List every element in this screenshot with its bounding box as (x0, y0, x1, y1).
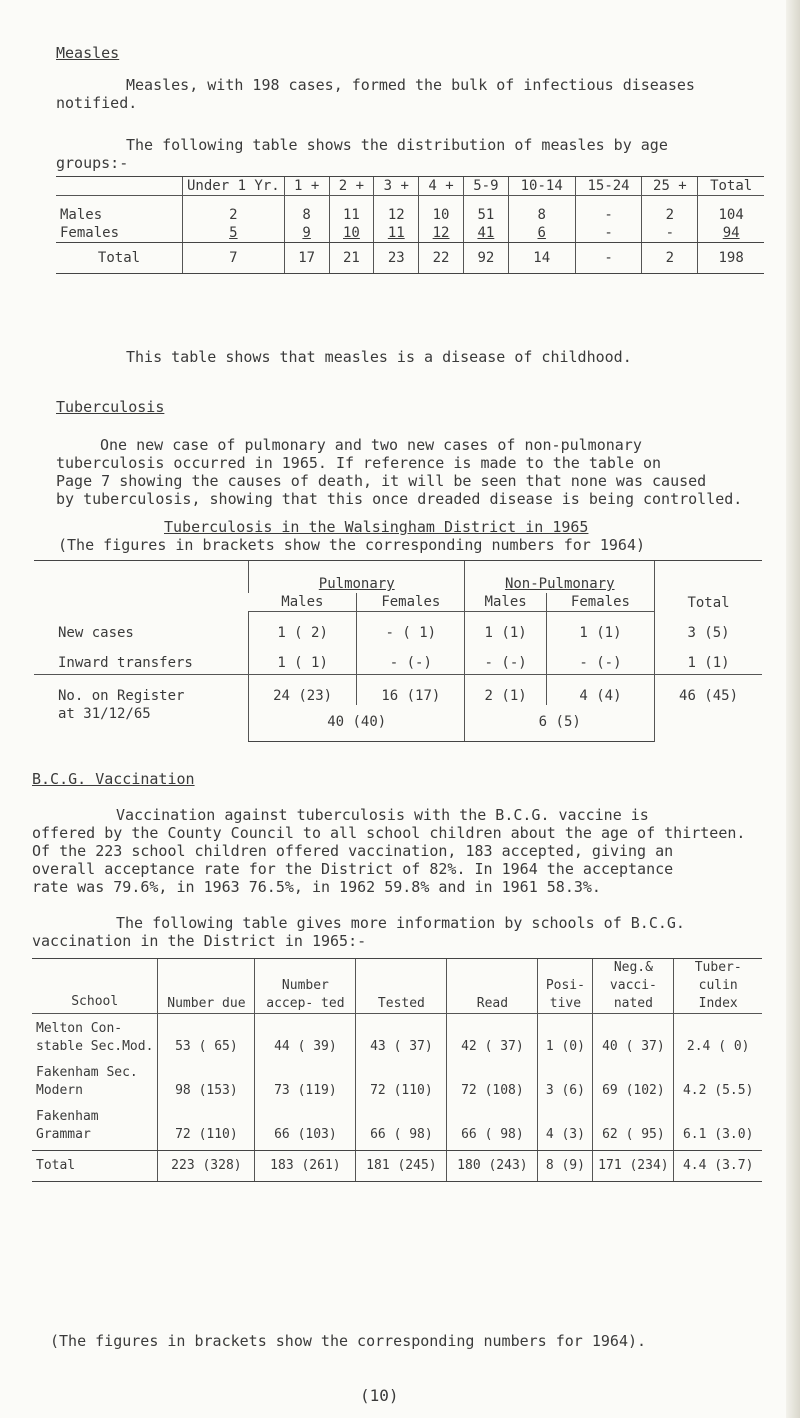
table-cell: 6.1 (3.0) (674, 1100, 762, 1151)
header-cell: Tuber- culin Index (674, 959, 762, 1014)
table-cell: 72 (110) (356, 1056, 447, 1100)
tb-paragraph-line-4: by tuberculosis, showing that this once dreaded disease is being controlled. (56, 490, 743, 508)
table-cell: 17 (284, 243, 329, 274)
table-cell: 23 (374, 243, 419, 274)
table-cell: 72 (110) (158, 1100, 255, 1151)
school-name (32, 1056, 158, 1100)
table-cell: 14 (508, 243, 575, 274)
bcg-paragraph-line-5: rate was 79.6%, in 1963 76.5%, in 1962 59.8% and in 1961 58.3%. (32, 878, 601, 896)
bcg-table-note: (The figures in brackets show the corresponding numbers for 1964). (50, 1332, 647, 1350)
table-cell: 1 (1) (655, 646, 762, 675)
school-name (32, 1014, 158, 1057)
table-cell: 16 (17) (357, 674, 465, 705)
table-cell: 1 (1) (465, 612, 546, 646)
header-cell: 1 + (284, 177, 329, 196)
table-cell: - (575, 224, 642, 243)
school-name (32, 1100, 158, 1151)
tb-table-note: (The figures in brackets show the corresponding numbers for 1964) (58, 536, 645, 554)
row-label: Total (56, 243, 183, 274)
table-cell: 44 ( 39) (255, 1014, 356, 1057)
school-name-line: Fakenham (36, 1109, 99, 1124)
table-cell: 92 (463, 243, 508, 274)
page-edge-shadow (786, 0, 800, 1418)
table-cell: 183 (261) (255, 1151, 356, 1182)
table-cell: 12 (374, 196, 419, 225)
register-label-line-2: at 31/12/65 (58, 705, 151, 722)
measles-conclusion: This table shows that measles is a disease of childhood. (126, 348, 632, 366)
school-name-line: Fakenham Sec. (36, 1065, 138, 1080)
table-row (56, 196, 764, 225)
table-cell: 72 (108) (447, 1056, 538, 1100)
bcg-paragraph-line-2: offered by the County Council to all school children about the age of thirteen. (32, 824, 746, 842)
table-row-total (32, 1151, 762, 1182)
header-cell: 5-9 (463, 177, 508, 196)
table-cell: 2.4 ( 0) (674, 1014, 762, 1057)
table-cell: 4.2 (5.5) (674, 1056, 762, 1100)
table-cell: 62 ( 95) (593, 1100, 674, 1151)
table-cell: 10 (419, 196, 464, 225)
table-cell: 2 (1) (465, 674, 546, 705)
table-cell: 4.4 (3.7) (674, 1151, 762, 1182)
table-cell: 5 (183, 224, 285, 243)
table-cell: 8 (284, 196, 329, 225)
table-cell: 94 (698, 224, 764, 243)
bcg-paragraph-line-3: Of the 223 school children offered vaccination, 183 accepted, giving an (32, 842, 674, 860)
header-cell: 4 + (419, 177, 464, 196)
table-cell: - (575, 196, 642, 225)
table-cell: 223 (328) (158, 1151, 255, 1182)
table-row (34, 646, 762, 675)
header-females: Females (357, 593, 465, 612)
table-cell: - (642, 224, 698, 243)
header-cell: Under 1 Yr. (183, 177, 285, 196)
table-cell: 66 ( 98) (447, 1100, 538, 1151)
table-cell: 3 (5) (655, 612, 762, 646)
row-label: Females (56, 224, 183, 243)
bcg-paragraph-line-1: Vaccination against tuberculosis with the B.C.G. vaccine is (116, 806, 649, 824)
header-cell: Number due (158, 959, 255, 1014)
header-cell: Neg.& vacci- nated (593, 959, 674, 1014)
table-header-group-row (34, 561, 762, 594)
table-cell: 2 (642, 196, 698, 225)
header-cell: School (32, 959, 158, 1014)
table-cell: 41 (463, 224, 508, 243)
table-row (32, 1056, 762, 1100)
table-cell: 53 ( 65) (158, 1014, 255, 1057)
tb-table-title: Tuberculosis in the Walsingham District in 1965 (164, 518, 589, 536)
tb-table (34, 560, 762, 742)
table-cell: 12 (419, 224, 464, 243)
table-row (56, 224, 764, 243)
table-header-row (56, 177, 764, 196)
table-cell: 21 (329, 243, 374, 274)
header-pulmonary: Pulmonary (249, 561, 465, 594)
measles-table-intro-line-1: The following table shows the distribution of measles by age (126, 136, 668, 154)
table-cell: 69 (102) (593, 1056, 674, 1100)
school-name-line: Modern (36, 1083, 83, 1098)
table-cell: 2 (183, 196, 285, 225)
table-cell: 1 (1) (546, 612, 654, 646)
table-cell: 51 (463, 196, 508, 225)
table-cell: 11 (329, 196, 374, 225)
table-cell: 198 (698, 243, 764, 274)
heading-bcg: B.C.G. Vaccination (32, 770, 195, 788)
table-cell: 40 ( 37) (593, 1014, 674, 1057)
table-cell: 171 (234) (593, 1151, 674, 1182)
table-row (34, 612, 762, 646)
header-cell: 15-24 (575, 177, 642, 196)
table-cell: 4 (3) (538, 1100, 593, 1151)
table-cell: 7 (183, 243, 285, 274)
header-cell: Number accep- ted (255, 959, 356, 1014)
table-row (32, 1014, 762, 1057)
header-cell: Total (698, 177, 764, 196)
table-cell: - (575, 243, 642, 274)
measles-age-table (56, 176, 764, 274)
heading-measles: Measles (56, 44, 120, 62)
table-row-total (56, 243, 764, 274)
bcg-table (32, 958, 762, 1182)
header-cell (56, 177, 183, 196)
table-cell: 42 ( 37) (447, 1014, 538, 1057)
table-cell: 22 (419, 243, 464, 274)
table-cell: - (-) (465, 646, 546, 675)
table-cell: 180 (243) (447, 1151, 538, 1182)
table-cell: 181 (245) (356, 1151, 447, 1182)
table-cell: 6 (508, 224, 575, 243)
table-cell: - ( 1) (357, 612, 465, 646)
table-cell: 11 (374, 224, 419, 243)
table-cell: 2 (642, 243, 698, 274)
table-cell: 9 (284, 224, 329, 243)
row-label: Total (32, 1151, 158, 1182)
table-cell: 1 ( 2) (249, 612, 357, 646)
school-name-line: Melton Con- (36, 1021, 123, 1036)
table-cell: 24 (23) (249, 674, 357, 705)
tb-paragraph-line-2: tuberculosis occurred in 1965. If reference is made to the table on (56, 454, 662, 472)
table-cell: 73 (119) (255, 1056, 356, 1100)
table-cell: 6 (5) (465, 705, 655, 742)
table-cell: 43 ( 37) (356, 1014, 447, 1057)
table-header-row (32, 959, 762, 1014)
table-cell: 4 (4) (546, 674, 654, 705)
bcg-table-intro-line-2: vaccination in the District in 1965:- (32, 932, 367, 950)
header-total: Total (655, 561, 762, 612)
header-females: Females (546, 593, 654, 612)
row-label: Inward transfers (58, 654, 193, 671)
school-name-line: Grammar (36, 1127, 91, 1142)
table-cell: - (-) (357, 646, 465, 675)
bcg-paragraph-line-4: overall acceptance rate for the District of 82%. In 1964 the acceptance (32, 860, 674, 878)
tb-paragraph-line-3: Page 7 showing the causes of death, it will be seen that none was caused (56, 472, 707, 490)
table-cell: 8 (9) (538, 1151, 593, 1182)
header-males: Males (249, 593, 357, 612)
header-cell: Posi- tive (538, 959, 593, 1014)
school-name-line: stable Sec.Mod. (36, 1039, 154, 1054)
table-cell: 46 (45) (655, 674, 762, 741)
table-cell: 40 (40) (249, 705, 465, 742)
table-cell: 1 ( 1) (249, 646, 357, 675)
row-label (34, 674, 249, 741)
measles-table-intro-line-2: groups:- (56, 154, 129, 172)
table-cell: 8 (508, 196, 575, 225)
table-cell: 104 (698, 196, 764, 225)
header-cell: Tested (356, 959, 447, 1014)
row-label: Males (60, 207, 103, 223)
heading-tuberculosis: Tuberculosis (56, 398, 165, 416)
table-cell: 66 ( 98) (356, 1100, 447, 1151)
header-cell: Read (447, 959, 538, 1014)
table-cell: 66 (103) (255, 1100, 356, 1151)
header-males: Males (465, 593, 546, 612)
register-label-line-1: No. on Register (58, 687, 185, 704)
tb-paragraph-line-1: One new case of pulmonary and two new cases of non-pulmonary (100, 436, 642, 454)
bcg-table-intro-line-1: The following table gives more information by schools of B.C.G. (116, 914, 685, 932)
table-row-register (34, 674, 762, 705)
header-cell: 25 + (642, 177, 698, 196)
header-cell (34, 561, 249, 612)
header-cell: 2 + (329, 177, 374, 196)
table-row (32, 1100, 762, 1151)
header-cell: 10-14 (508, 177, 575, 196)
table-cell: 98 (153) (158, 1056, 255, 1100)
page-number: (10) (360, 1386, 399, 1405)
row-label: New cases (58, 624, 134, 641)
table-cell: 3 (6) (538, 1056, 593, 1100)
table-cell: 1 (0) (538, 1014, 593, 1057)
table-cell: - (-) (546, 646, 654, 675)
header-cell: 3 + (374, 177, 419, 196)
measles-paragraph-line-1: Measles, with 198 cases, formed the bulk of infectious diseases (126, 76, 695, 94)
measles-paragraph-line-2: notified. (56, 94, 138, 112)
table-cell: 10 (329, 224, 374, 243)
header-non-pulmonary: Non-Pulmonary (465, 561, 655, 594)
